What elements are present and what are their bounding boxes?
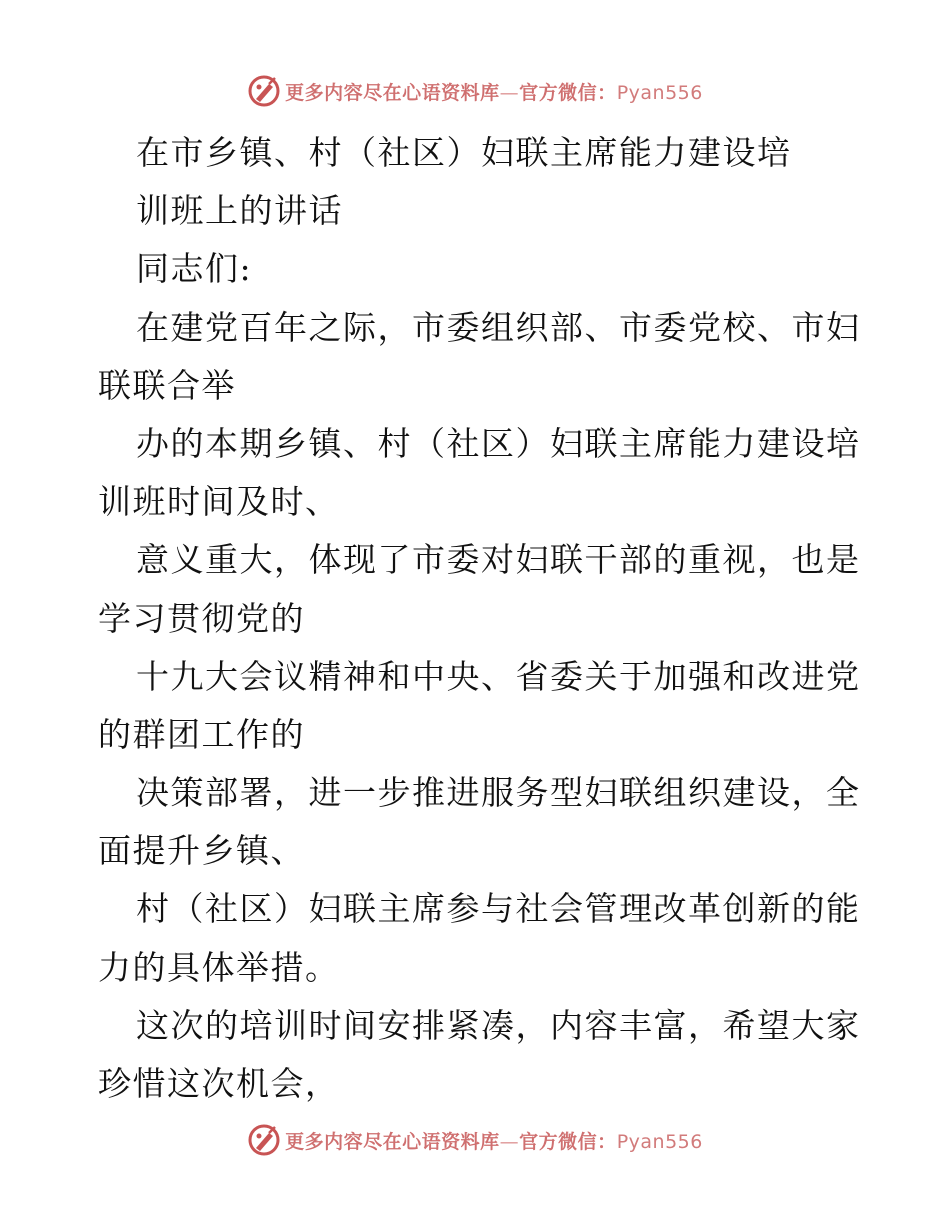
paragraph-line: 十九大会议精神和中央、省委关于加强和改进党 bbox=[136, 656, 861, 696]
paragraph-line: 联联合举 bbox=[98, 365, 236, 405]
paragraph-line: 的群团工作的 bbox=[98, 714, 305, 754]
paragraph-line: 力的具体举措。 bbox=[98, 947, 340, 987]
paragraph-line: 学习贯彻党的 bbox=[98, 598, 305, 638]
title-line-2: 训班上的讲话 bbox=[136, 191, 343, 231]
paragraph-line: 意义重大，体现了市委对妇联干部的重视，也是 bbox=[136, 540, 861, 580]
header-watermark bbox=[0, 71, 950, 111]
paragraph-line: 在建党百年之际，市委组织部、市委党校、市妇 bbox=[136, 307, 861, 347]
paragraph-line: 珍惜这次机会， bbox=[98, 1064, 340, 1103]
watermark-dash: — bbox=[499, 1130, 520, 1153]
paragraph-line: 办的本期乡镇、村（社区）妇联主席能力建设培 bbox=[136, 423, 861, 463]
pen-logo-icon bbox=[247, 1123, 281, 1157]
paragraph-line: 训班时间及时、 bbox=[98, 482, 340, 522]
paragraph-line: 决策部署，进一步推进服务型妇联组织建设，全 bbox=[136, 773, 861, 813]
watermark-site: 更多内容尽在心语资料库 bbox=[285, 81, 500, 104]
salutation: 同志们: bbox=[136, 249, 253, 289]
paragraph-line: 面提升乡镇、 bbox=[98, 831, 305, 871]
watermark-wechat-id: Pyan556 bbox=[616, 81, 703, 104]
watermark-dash: — bbox=[499, 81, 520, 104]
watermark-site: 更多内容尽在心语资料库 bbox=[285, 1130, 500, 1153]
watermark-wechat-id: Pyan556 bbox=[616, 1130, 703, 1153]
title-line-1: 在市乡镇、村（社区）妇联主席能力建设培 bbox=[136, 133, 792, 172]
footer-watermark bbox=[0, 1120, 950, 1160]
paragraph-line: 这次的培训时间安排紧凑，内容丰富，希望大家 bbox=[136, 1005, 861, 1045]
watermark-wechat-label: 官方微信： bbox=[519, 1130, 617, 1153]
paragraph-line: 村（社区）妇联主席参与社会管理改革创新的能 bbox=[136, 889, 861, 929]
watermark-wechat-label: 官方微信： bbox=[519, 81, 617, 104]
pen-logo-icon bbox=[247, 74, 281, 108]
document-body bbox=[98, 124, 861, 1113]
